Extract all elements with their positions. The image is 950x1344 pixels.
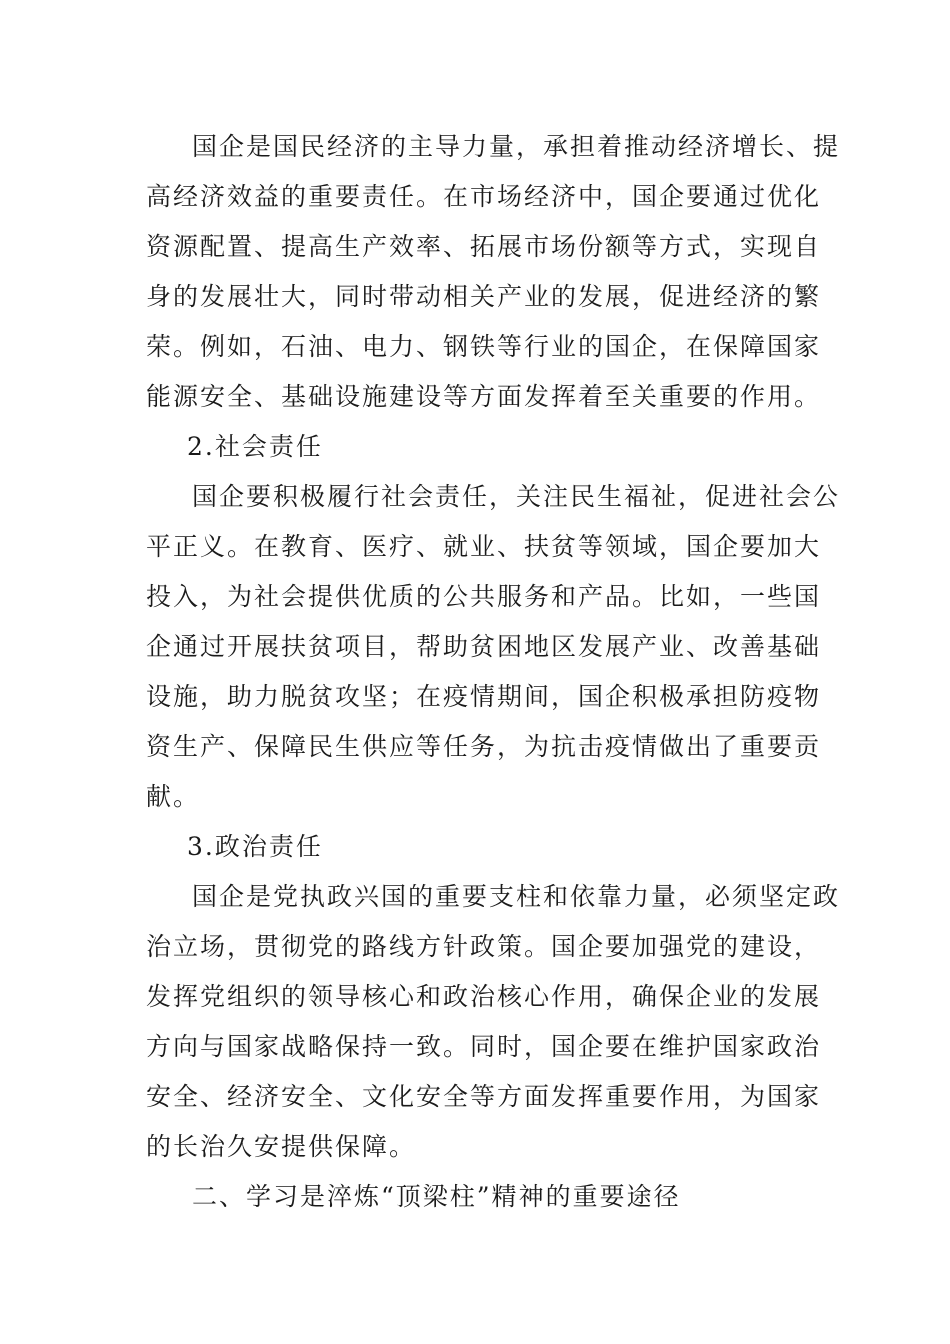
text-line: 安全、经济安全、文化安全等方面发挥重要作用，为国家 xyxy=(146,1082,822,1111)
heading-political-responsibility xyxy=(146,822,806,872)
section-heading: 2.社会责任 xyxy=(187,432,323,461)
text-line: 献。 xyxy=(146,782,201,811)
text-line: 发挥党组织的领导核心和政治核心作用，确保企业的发展 xyxy=(146,982,822,1011)
text-line: 国企要积极履行社会责任，关注民生福祉，促进社会公 xyxy=(192,482,841,511)
text-line: 国企是党执政兴国的重要支柱和依靠力量，必须坚定政 xyxy=(192,882,841,911)
paragraph-social-responsibility xyxy=(146,472,841,822)
text-line: 荣。例如，石油、电力、钢铁等行业的国企，在保障国家 xyxy=(146,332,822,361)
text-line: 方向与国家战略保持一致。同时，国企要在维护国家政治 xyxy=(146,1032,822,1061)
text-line: 治立场，贯彻党的路线方针政策。国企要加强党的建设， xyxy=(146,932,822,961)
text-line: 资生产、保障民生供应等任务，为抗击疫情做出了重要贡 xyxy=(146,732,822,761)
text-line: 投入，为社会提供优质的公共服务和产品。比如，一些国 xyxy=(146,582,822,611)
document-body xyxy=(146,122,841,1222)
heading-social-responsibility xyxy=(146,422,806,472)
heading-section-two xyxy=(146,1172,806,1222)
text-line: 平正义。在教育、医疗、就业、扶贫等领域，国企要加大 xyxy=(146,532,822,561)
text-line: 资源配置、提高生产效率、拓展市场份额等方式，实现自 xyxy=(146,232,822,261)
text-line: 能源安全、基础设施建设等方面发挥着至关重要的作用。 xyxy=(146,382,822,411)
text-line: 身的发展壮大，同时带动相关产业的发展，促进经济的繁 xyxy=(146,282,822,311)
text-line: 设施，助力脱贫攻坚；在疫情期间，国企积极承担防疫物 xyxy=(146,682,822,711)
paragraph-political-responsibility xyxy=(146,872,841,1172)
paragraph-economic-responsibility xyxy=(146,122,841,422)
section-title: 二、学习是淬炼“顶梁柱”精神的重要途径 xyxy=(192,1182,681,1211)
text-line: 的长治久安提供保障。 xyxy=(146,1132,417,1161)
text-line: 企通过开展扶贫项目，帮助贫困地区发展产业、改善基础 xyxy=(146,632,822,661)
text-line: 国企是国民经济的主导力量，承担着推动经济增长、提 xyxy=(192,132,841,161)
section-heading: 3.政治责任 xyxy=(187,832,323,861)
text-line: 高经济效益的重要责任。在市场经济中，国企要通过优化 xyxy=(146,182,822,211)
